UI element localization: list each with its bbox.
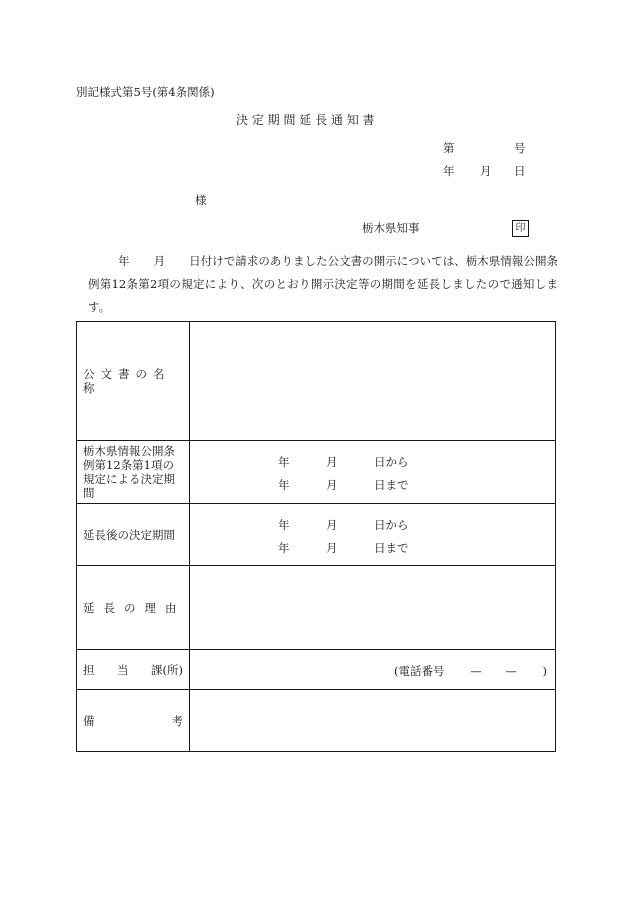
department-label-mid: 当 (117, 662, 129, 677)
phone-close: ) (542, 664, 547, 678)
date-year: 年 (443, 164, 455, 178)
department-label-main: 担 (83, 662, 95, 677)
ext-from-month: 月 (326, 518, 338, 532)
extended-period-field[interactable] (190, 504, 556, 566)
date-month: 月 (480, 164, 492, 178)
form-number: 別記様式第5号(第4条関係) (76, 85, 215, 99)
row-extended-period (77, 504, 556, 566)
number-prefix: 第 (443, 141, 455, 155)
addressee-suffix: 様 (195, 193, 207, 207)
sender-name: 栃木県知事 (362, 221, 420, 235)
from-month: 月 (326, 455, 338, 469)
row-original-period (77, 441, 556, 504)
remarks-field[interactable] (190, 690, 556, 752)
intro-year: 年 (118, 254, 130, 268)
seal-mark: 印 (512, 220, 529, 237)
until-year: 年 (278, 478, 290, 492)
from-day: 日から (374, 455, 409, 469)
phone-number (394, 663, 547, 679)
ext-from-day: 日から (374, 518, 409, 532)
ext-until-month: 月 (326, 541, 338, 555)
intro-text: 日付けで請求のありました公文書の開示については、栃木県情報公開条例第12条第2項の規定により、次のとおり開示決定等の期間を延長しましたので通知します。 (88, 254, 559, 314)
document-title: 決 定 期 間 延 長 通 知 書 (236, 113, 375, 127)
remarks-label-1: 備 (83, 713, 95, 728)
label-document-name (77, 322, 190, 441)
ext-until-day: 日まで (374, 541, 409, 555)
label-original-period (77, 441, 190, 504)
original-period-label: 栃木県情報公開条例第12条第1項の規定による決定期間 (83, 444, 175, 500)
label-remarks (77, 690, 190, 752)
ext-until-year: 年 (278, 541, 290, 555)
intro-month: 月 (153, 254, 166, 268)
form-table (76, 321, 556, 752)
reason-field[interactable] (190, 566, 556, 650)
ext-from-year: 年 (278, 518, 290, 532)
original-period-field[interactable] (190, 441, 556, 504)
until-day: 日まで (374, 478, 409, 492)
department-field[interactable] (190, 650, 556, 690)
label-reason (77, 566, 190, 650)
date-day: 日 (514, 164, 526, 178)
row-department (77, 650, 556, 690)
extended-period-label: 延長後の決定期間 (83, 527, 175, 542)
row-reason (77, 566, 556, 650)
row-document-name (77, 322, 556, 441)
phone-label: (電話番号 (394, 664, 445, 678)
reason-label: 延長の理由 (83, 600, 186, 615)
row-remarks (77, 690, 556, 752)
department-label-end: 課(所) (151, 662, 183, 677)
phone-dash-2: — (505, 664, 517, 678)
label-department (77, 650, 190, 690)
phone-dash-1: — (470, 664, 482, 678)
until-month: 月 (326, 478, 338, 492)
document-name-label: 公文書の名称 (83, 367, 171, 395)
intro-paragraph (88, 250, 558, 319)
remarks-label-2: 考 (171, 713, 183, 728)
label-extended-period (77, 504, 190, 566)
document-name-field[interactable] (190, 322, 556, 441)
number-suffix: 号 (514, 141, 526, 155)
from-year: 年 (278, 455, 290, 469)
